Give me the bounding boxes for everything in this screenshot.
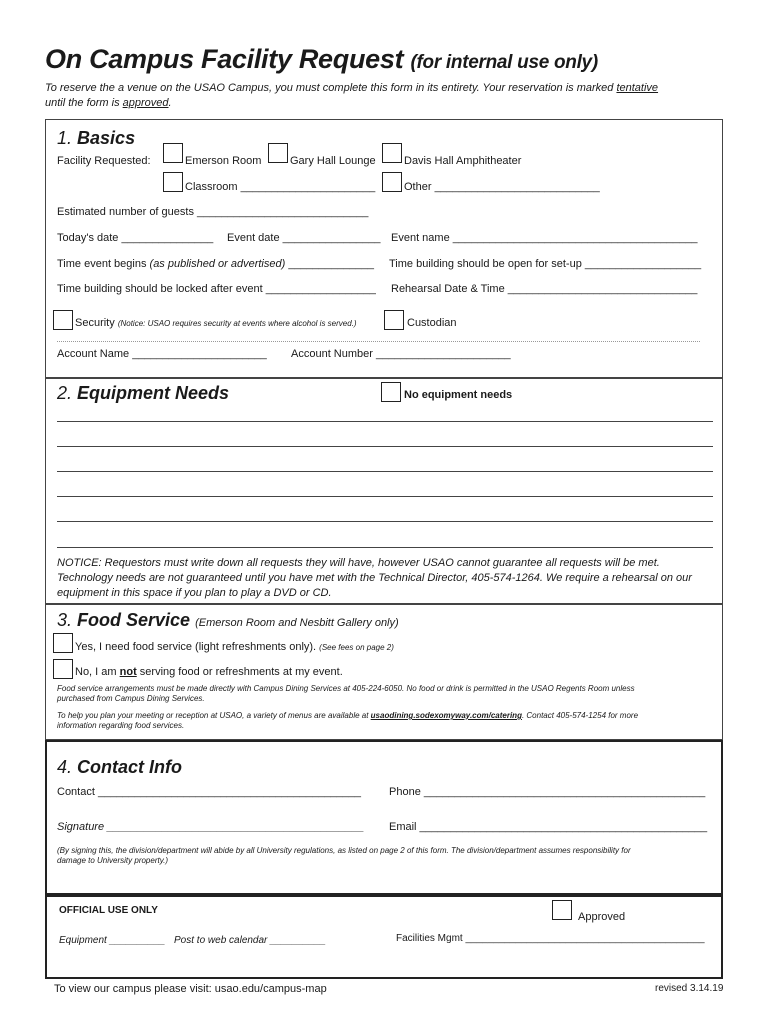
equipment-line[interactable]: [57, 496, 713, 497]
food-heading: 3. Food Service (Emerson Room and Nesbitt Gallery only): [57, 610, 399, 630]
equipment-line[interactable]: [57, 547, 713, 548]
equipment-line[interactable]: [57, 421, 713, 422]
no-equipment-checkbox[interactable]: [381, 382, 401, 402]
equipment-heading: 2. Equipment Needs: [57, 383, 230, 403]
basics-heading: 1. Basics: [57, 128, 136, 148]
facility-label: Facility Requested:: [57, 155, 151, 167]
other-checkbox[interactable]: [382, 172, 402, 192]
guests-field[interactable]: Estimated number of guests ____________________________: [57, 206, 369, 218]
event-date-field[interactable]: Event date ________________: [227, 232, 381, 244]
account-name-field[interactable]: Account Name ______________________: [57, 348, 267, 360]
section-contact: [45, 740, 723, 895]
food-yes-checkbox[interactable]: [53, 633, 73, 653]
todays-date-field[interactable]: Today's date _______________: [57, 232, 214, 244]
contact-heading: 4. Contact Info: [57, 757, 183, 777]
food-yes-label: Yes, I need food service (light refreshments only). (See fees on page 2): [75, 641, 394, 653]
intro-tentative: tentative: [616, 82, 659, 94]
phone-field[interactable]: Phone ______________________________________________: [389, 786, 706, 798]
section-equipment: [45, 378, 723, 604]
security-checkbox[interactable]: [53, 310, 73, 330]
facilities-mgmt-field[interactable]: Facilities Mgmt ___________________________________________: [396, 933, 705, 944]
security-label: Security (Notice: USAO requires security at events where alcohol is served.): [75, 317, 357, 329]
food-arrangements: Food service arrangements must be made directly with Campus Dining Services at 405-224-6050. No food or drink is permitted in the USAO Regents Room unless purchased from Campus Dining Services.: [57, 684, 635, 703]
section-basics: [45, 119, 723, 378]
divider: [57, 341, 700, 342]
gary-hall-checkbox[interactable]: [268, 143, 288, 163]
gary-hall-label: Gary Hall Lounge: [290, 155, 376, 167]
approved-checkbox[interactable]: [552, 900, 572, 920]
time-begins-field[interactable]: Time event begins (as published or advertised) ______________: [57, 258, 374, 270]
catering-link[interactable]: usaodining.sodexomyway.com/catering: [370, 711, 522, 720]
contact-field[interactable]: Contact ___________________________________________: [57, 786, 362, 798]
custodian-label: Custodian: [407, 317, 457, 329]
account-number-field[interactable]: Account Number ______________________: [291, 348, 511, 360]
equipment-line[interactable]: [57, 471, 713, 472]
campus-map-text: To view our campus please visit: usao.edu/campus-map: [54, 983, 327, 995]
section-official: [45, 895, 723, 979]
intro-approved: approved: [122, 97, 169, 109]
davis-hall-checkbox[interactable]: [382, 143, 402, 163]
official-heading: OFFICIAL USE ONLY: [59, 905, 158, 916]
emerson-room-label: Emerson Room: [185, 155, 262, 167]
other-field[interactable]: Other ___________________________: [404, 181, 600, 193]
revised-date: revised 3.14.19: [655, 983, 724, 994]
no-equipment-label: No equipment needs: [404, 389, 513, 401]
rehearsal-field[interactable]: Rehearsal Date & Time _______________________________: [391, 283, 698, 295]
time-locked-field[interactable]: Time building should be locked after event __________________: [57, 283, 376, 295]
equipment-line[interactable]: [57, 446, 713, 447]
contact-disclaimer: (By signing this, the division/department will abide by all University regulations, as listed on page 2 of this form. The division/department assumes responsibility for damage to University property.): [57, 846, 631, 865]
email-field[interactable]: Email _______________________________________________: [389, 821, 708, 833]
classroom-field[interactable]: Classroom ______________________: [185, 181, 376, 193]
time-open-field[interactable]: Time building should be open for set-up ___________________: [389, 258, 702, 270]
approved-label: Approved: [578, 911, 626, 923]
food-no-checkbox[interactable]: [53, 659, 73, 679]
food-no-label: No, I am not serving food or refreshments at my event.: [75, 666, 343, 678]
event-name-field[interactable]: Event name ________________________________________: [391, 232, 698, 244]
intro-text: To reserve the a venue on the USAO Campus, you must complete this form in its entirety. Your reservation is marked tentative until the form is approved.: [45, 82, 659, 109]
emerson-room-checkbox[interactable]: [163, 143, 183, 163]
page-title: On Campus Facility Request (for internal use only): [45, 44, 598, 74]
official-post-field[interactable]: Post to web calendar __________: [174, 935, 326, 946]
classroom-checkbox[interactable]: [163, 172, 183, 192]
signature-field[interactable]: Signature __________________________________________: [57, 821, 365, 833]
equipment-notice: NOTICE: Requestors must write down all requests they will have, however USAO cannot guarantee all requests will be met. Technology needs are not guaranteed until you have met with the Technical Director, 405-574-1264. We require a rehearsal on our equipment in this space if you plan to play a DVD or CD.: [57, 557, 692, 599]
equipment-line[interactable]: [57, 521, 713, 522]
custodian-checkbox[interactable]: [384, 310, 404, 330]
food-help: To help you plan your meeting or reception at USAO, a variety of menus are available at usaodining.sodexomyway.com/catering. Contact 405-574-1254 for more information regarding food services.: [57, 711, 639, 730]
davis-hall-label: Davis Hall Amphitheater: [404, 155, 522, 167]
official-equipment-field[interactable]: Equipment __________: [59, 935, 166, 946]
page-subtitle: (for internal use only): [410, 52, 598, 73]
section-food: [45, 604, 723, 740]
